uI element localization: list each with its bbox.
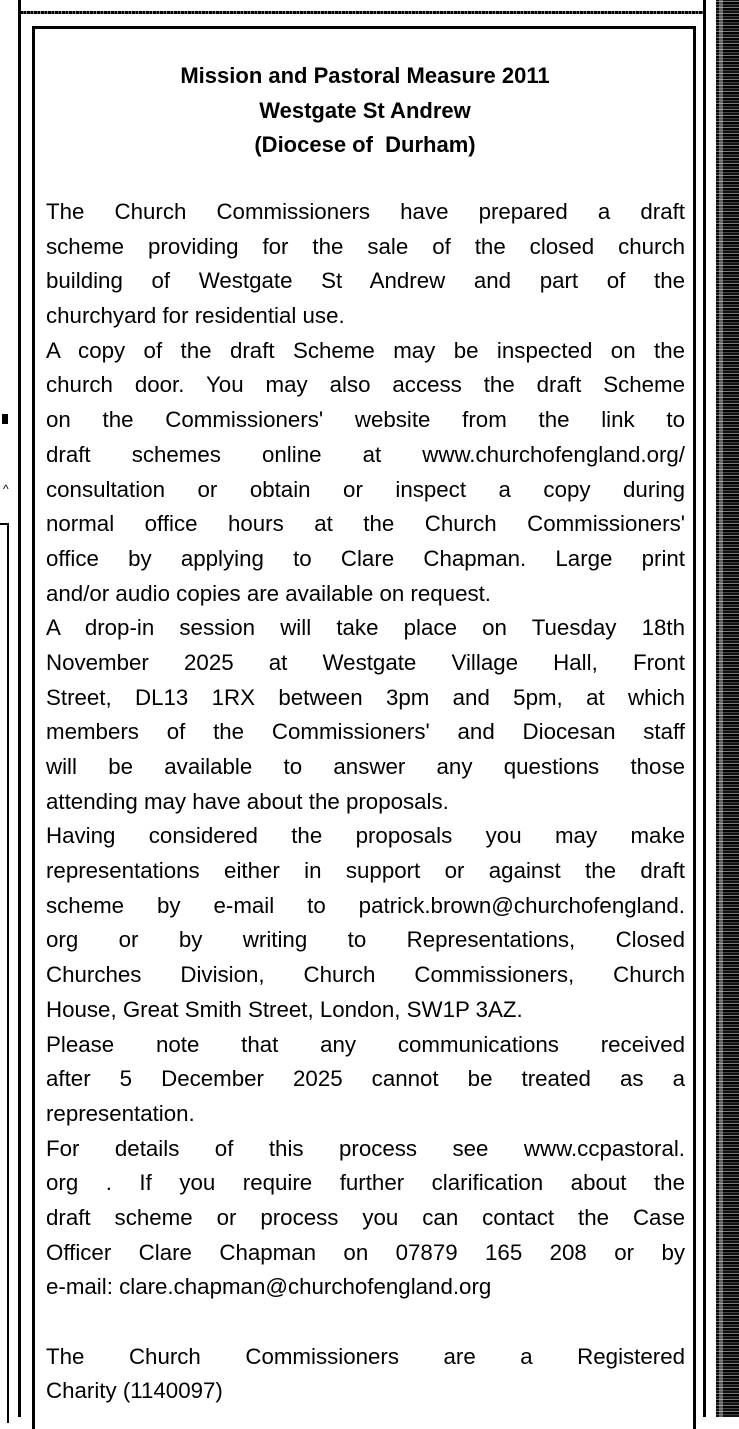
notice-paragraph [46,819,685,1027]
paragraph-line: The Church Commissioners are a Registered [46,1343,685,1369]
paragraph-line: Charity (1140097) [46,1378,223,1404]
paragraph-line: representation. [46,1100,195,1126]
paragraph-line: office by applying to Clare Chapman. Large print [46,545,685,571]
paragraph-line: Churches Division, Church Commissioners, Church [46,962,685,988]
paragraph-line: scheme providing for the sale of the closed church [46,233,685,259]
paragraph-line: A copy of the draft Scheme may be inspected on the [46,337,685,363]
paragraph-line: draft scheme or process you can contact the Case [46,1204,685,1230]
paragraph-line: Please note that any communications received [46,1031,685,1057]
paragraph-line: Street, DL13 1RX between 3pm and 5pm, at which [46,684,685,710]
paragraph-line: org or by writing to Representations, Closed [46,927,685,953]
paragraph-line: attending may have about the proposals. [46,788,449,814]
adjacent-column-edge [716,0,739,1417]
paragraph-line: will be available to answer any questions those [46,754,685,779]
blank-line [46,1305,685,1340]
heading-measure: Mission and Pastoral Measure 2011 [180,63,550,88]
paragraph-line: churchyard for residential use. [46,303,345,329]
adjacent-column-rule [7,523,9,1423]
heading-church: Westgate St Andrew [259,97,471,123]
paragraph-line: org . If you require further clarification about the [46,1170,685,1196]
paragraph-line: representations either in support or against the draft [46,858,685,884]
paragraph-line: e-mail: clare.chapman@churchofengland.org [46,1274,492,1300]
paragraph-line: Having considered the proposals you may make [46,823,685,849]
notice-paragraph [46,1340,685,1409]
notice-paragraph [46,611,685,819]
paragraph-line: consultation or obtain or inspect a copy during [46,476,685,502]
notice-paragraph [46,334,685,612]
paragraph-line: November 2025 at Westgate Village Hall, Front [46,649,685,675]
paragraph-line: The Church Commissioners have prepared a draft [46,199,685,224]
paragraph-line: church door. You may also access the draft Scheme [46,372,685,398]
paragraph-line: House, Great Smith Street, London, SW1P 3AZ. [46,996,523,1022]
heading-diocese: (Diocese of Durham) [254,132,476,157]
paragraph-line: after 5 December 2025 cannot be treated as a [46,1066,685,1092]
notice-heading [36,59,694,163]
notice-paragraph [46,1028,685,1132]
paragraph-line: on the Commissioners' website from the link to [46,407,685,433]
adjacent-column-mark: ^ [3,482,9,496]
paragraph-line: building of Westgate St Andrew and part of the [46,268,685,294]
notice-body [46,195,685,1409]
paragraph-line: scheme by e-mail to patrick.brown@churchofengland. [46,892,685,918]
paragraph-line: Officer Clare Chapman on 07879 165 208 or by [46,1239,685,1265]
adjacent-column-mark [2,414,8,424]
paragraph-line: members of the Commissioners' and Diocesan staff [46,719,685,745]
paragraph-line: draft schemes online at www.churchofengland.org/ [46,441,685,467]
column-rule-left [18,0,21,1417]
column-rule-right [703,0,706,1417]
top-rule [20,11,706,14]
paragraph-line: For details of this process see www.ccpastoral. [46,1135,685,1161]
paragraph-line: and/or audio copies are available on request. [46,580,492,606]
notice-paragraph [46,1132,685,1305]
notice-paragraph [46,195,685,334]
paragraph-line: A drop-in session will take place on Tuesday 18th [46,615,685,641]
paragraph-line: normal office hours at the Church Commissioners' [46,511,685,537]
